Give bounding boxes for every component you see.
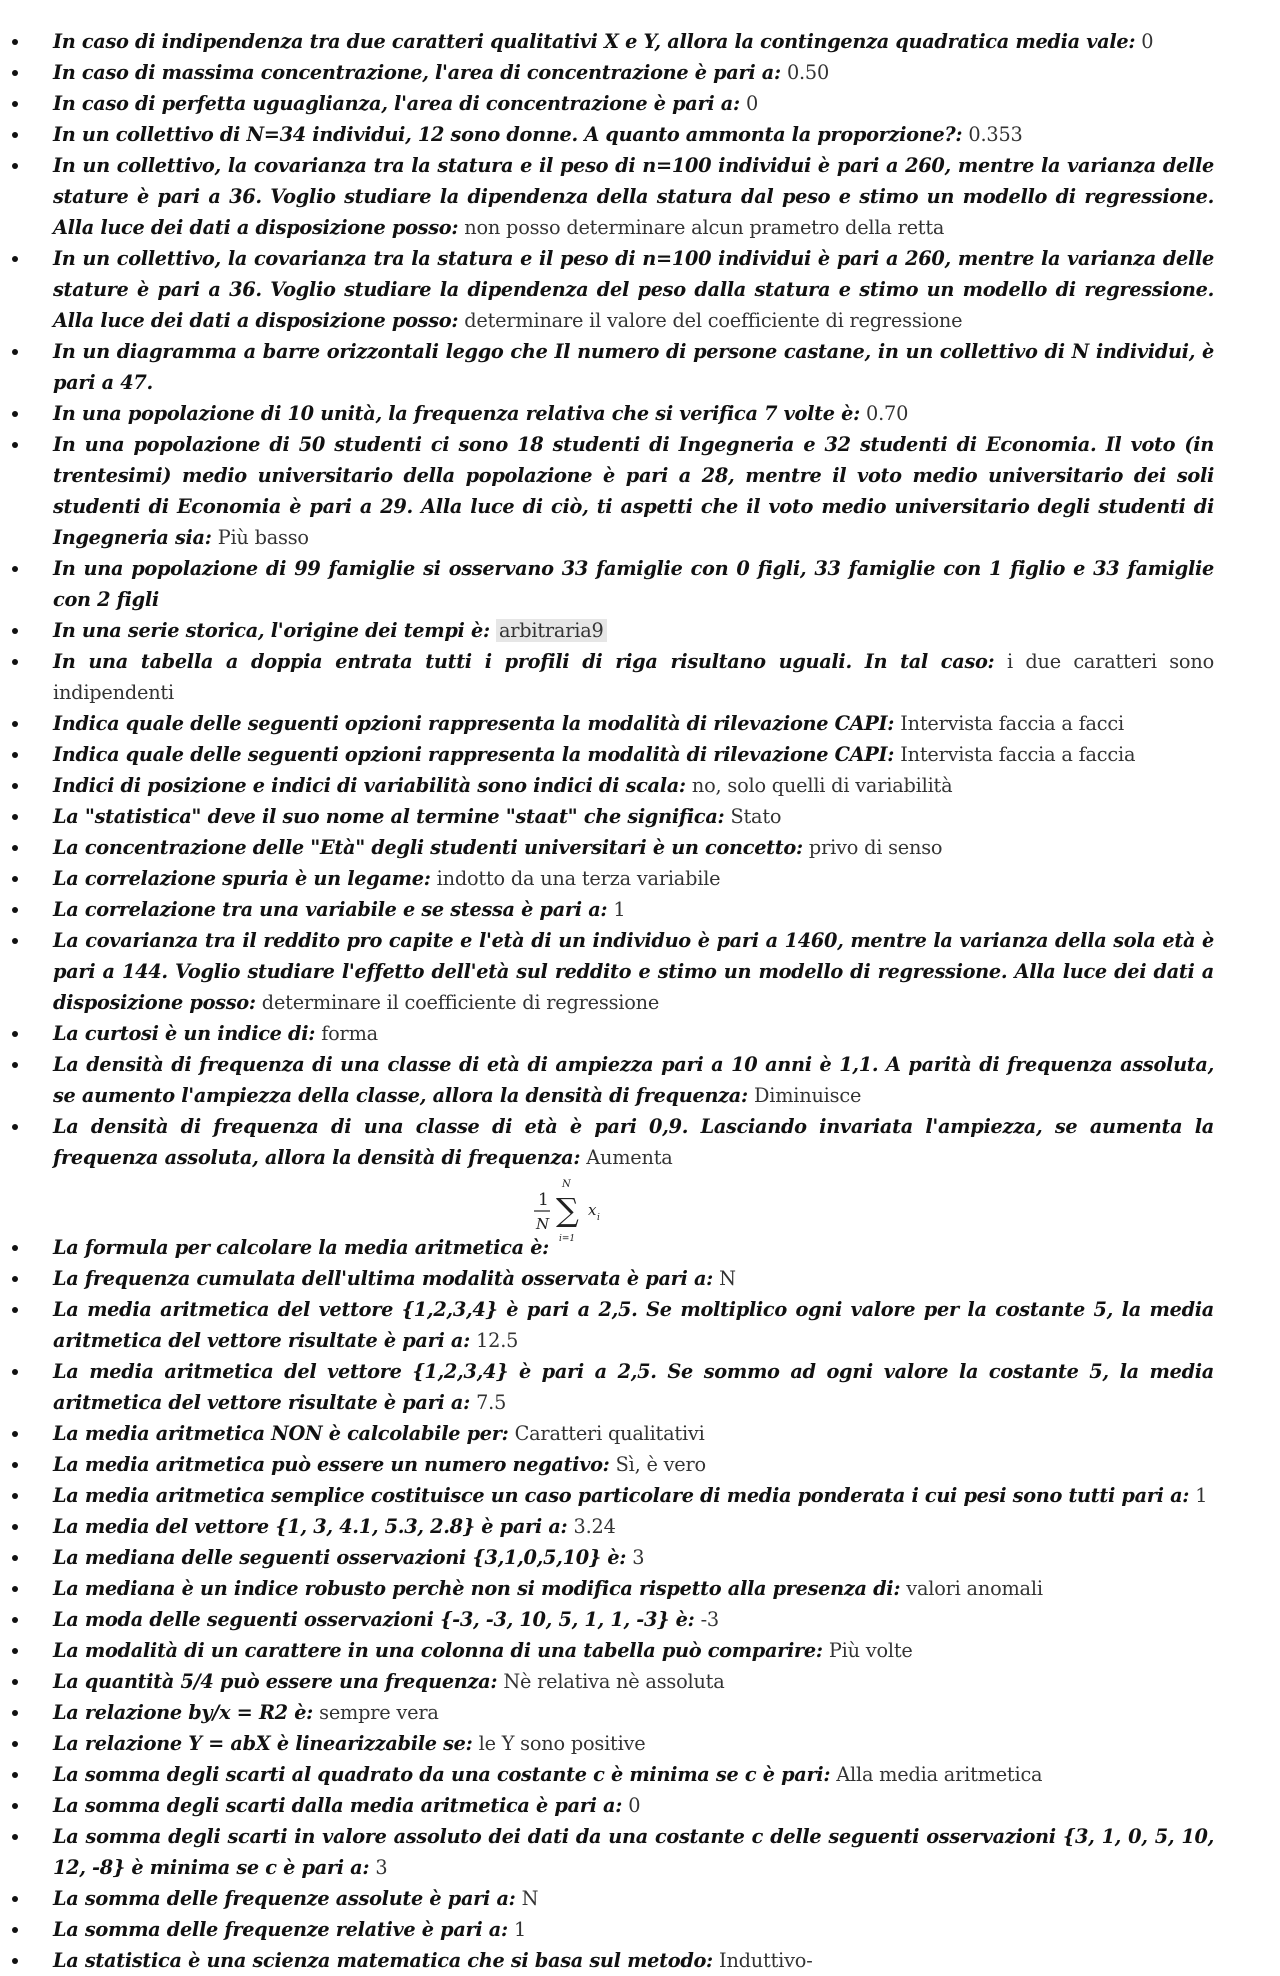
question-text: La correlazione tra una variabile e se stessa è pari a: — [53, 898, 608, 921]
summand-variable: x — [588, 1201, 597, 1219]
list-item — [0, 1821, 1280, 1883]
answer-text: forma — [321, 1022, 378, 1045]
answer-text: 0.50 — [786, 61, 830, 84]
list-item — [0, 925, 1280, 1018]
question-text: La media aritmetica semplice costituisce un caso particolare di media ponderata i cui pesi sono tutti pari a: — [53, 1484, 1190, 1507]
answer-text: 12.5 — [476, 1329, 519, 1352]
list-item — [0, 1759, 1280, 1790]
list-item — [0, 1049, 1280, 1111]
answer-text: 3 — [632, 1546, 645, 1569]
question-text: La moda delle seguenti osservazioni {-3, -3, 10, 5, 1, 1, -3} è: — [53, 1608, 695, 1631]
list-item — [0, 1263, 1280, 1294]
list-item — [0, 398, 1280, 429]
answer-text: Aumenta — [586, 1146, 673, 1169]
mean-formula — [530, 1175, 620, 1245]
answer-text: Induttivo- — [719, 1949, 813, 1972]
question-text: In una serie storica, l'origine dei tempi è: — [53, 619, 490, 642]
question-text: In caso di massima concentrazione, l'area di concentrazione è pari a: — [53, 61, 781, 84]
question-text: La media del vettore {1, 3, 4.1, 5.3, 2.8} è pari a: — [53, 1515, 568, 1538]
answer-text: 0.353 — [968, 123, 1023, 146]
list-item — [0, 1790, 1280, 1821]
answer-text: Alla media aritmetica — [836, 1763, 1043, 1786]
list-item — [0, 1573, 1280, 1604]
answer-text: Caratteri qualitativi — [514, 1422, 705, 1445]
question-text: La somma degli scarti dalla media aritmetica è pari a: — [53, 1794, 623, 1817]
question-text: In una popolazione di 10 unità, la frequenza relativa che si verifica 7 volte è: — [53, 402, 860, 425]
question-text: In una popolazione di 50 studenti ci sono 18 studenti di Ingegneria e 32 studenti di Economia. Il voto (in trentesimi) medio universitario della popolazione è pari a 28, mentre il voto medio universitario dei soli studenti di Economia è pari a 29. Alla luce di ciò, ti aspetti che il voto medio universitario degli studenti di Ingegneria sia: — [53, 433, 1214, 549]
answer-text: 7.5 — [476, 1391, 507, 1414]
question-text: La frequenza cumulata dell'ultima modalità osservata è pari a: — [53, 1267, 713, 1290]
question-text: La concentrazione delle "Età" degli studenti universitari è un concetto: — [53, 836, 803, 859]
question-answer-list — [0, 26, 1280, 1976]
question-text: La correlazione spuria è un legame: — [53, 867, 431, 890]
question-text: In una popolazione di 99 famiglie si osservano 33 famiglie con 0 figli, 33 famiglie con 1 figlio e 33 famiglie con 2 figli — [53, 557, 1214, 611]
answer-text: no, solo quelli di variabilità — [691, 774, 953, 797]
question-text: In caso di perfetta uguaglianza, l'area di concentrazione è pari a: — [53, 92, 740, 115]
question-text: La somma degli scarti al quadrato da una costante c è minima se c è pari: — [53, 1763, 831, 1786]
list-item — [0, 26, 1280, 57]
answer-text: privo di senso — [808, 836, 943, 859]
list-item — [0, 739, 1280, 770]
question-text: La somma degli scarti in valore assoluto dei dati da una costante c delle seguenti osservazioni {3, 1, 0, 5, 10, 12, -8} è minima se c è pari a: — [53, 1825, 1214, 1879]
answer-text: 0 — [628, 1794, 641, 1817]
question-text: La quantità 5/4 può essere una frequenza: — [53, 1670, 498, 1693]
list-item — [0, 1356, 1280, 1418]
list-item — [0, 615, 1280, 646]
question-text: La "statistica" deve il suo nome al termine "staat" che significa: — [53, 805, 725, 828]
answer-text: N — [719, 1267, 736, 1290]
answer-text: Sì, è vero — [615, 1453, 706, 1476]
question-text: In un collettivo, la covarianza tra la statura e il peso di n=100 individui è pari a 260, mentre la varianza delle stature è pari a 36. Voglio studiare la dipendenza del peso dalla statura e stimo un modello di regressione. Alla luce dei dati a disposizione posso: — [53, 247, 1214, 332]
list-item — [0, 553, 1280, 615]
formula-numerator: 1 — [538, 1190, 549, 1210]
question-text: In un collettivo, la covarianza tra la statura e il peso di n=100 individui è pari a 260, mentre la varianza delle stature è pari a 36. Voglio studiare la dipendenza della statura dal peso e stimo un modello di regressione. Alla luce dei dati a disposizione posso: — [53, 154, 1214, 239]
question-text: In caso di indipendenza tra due caratteri qualitativi X e Y, allora la contingenza quadratica media vale: — [53, 30, 1136, 53]
list-item — [0, 1914, 1280, 1945]
answer-text: Più basso — [217, 526, 309, 549]
answer-text: le Y sono positive — [478, 1732, 646, 1755]
list-item — [0, 88, 1280, 119]
question-text: La media aritmetica può essere un numero negativo: — [53, 1453, 610, 1476]
answer-text: Stato — [730, 805, 782, 828]
answer-text: valori anomali — [906, 1577, 1043, 1600]
answer-text: indotto da una terza variabile — [436, 867, 721, 890]
sum-upper-limit: N — [562, 1179, 571, 1190]
question-text: La somma delle frequenze assolute è pari a: — [53, 1887, 516, 1910]
list-item — [0, 243, 1280, 336]
question-text: La relazione by/x = R2 è: — [53, 1701, 313, 1724]
answer-text: 0 — [1141, 30, 1154, 53]
question-text: La mediana delle seguenti osservazioni {3,1,0,5,10} è: — [53, 1546, 627, 1569]
list-item — [0, 1728, 1280, 1759]
question-text: La densità di frequenza di una classe di età è pari 0,9. Lasciando invariata l'ampiezza, se aumenta la frequenza assoluta, allora la densità di frequenza: — [53, 1115, 1214, 1169]
sigma-icon: ∑ — [556, 1191, 579, 1229]
list-item — [0, 801, 1280, 832]
list-item — [0, 57, 1280, 88]
list-item — [0, 894, 1280, 925]
list-item — [0, 1666, 1280, 1697]
list-item — [0, 863, 1280, 894]
list-item — [0, 1418, 1280, 1449]
answer-text: Nè relativa nè assoluta — [503, 1670, 725, 1693]
question-text: La relazione Y = abX è linearizzabile se: — [53, 1732, 473, 1755]
question-text: Indica quale delle seguenti opzioni rappresenta la modalità di rilevazione CAPI: — [53, 743, 895, 766]
list-item — [0, 1883, 1280, 1914]
list-item — [0, 646, 1280, 708]
list-item — [0, 429, 1280, 553]
answer-text: non posso determinare alcun prametro della retta — [464, 216, 945, 239]
question-text: La media aritmetica NON è calcolabile per: — [53, 1422, 509, 1445]
answer-text: determinare il coefficiente di regressione — [261, 991, 660, 1014]
list-item — [0, 119, 1280, 150]
answer-text: determinare il valore del coefficiente di regressione — [464, 309, 963, 332]
summand-index: i — [597, 1213, 600, 1223]
answer-text: 0 — [745, 92, 759, 115]
list-item — [0, 1945, 1280, 1976]
answer-text: -3 — [700, 1608, 719, 1631]
answer-text: sempre vera — [319, 1701, 439, 1724]
question-text: La formula per calcolare la media aritmetica è: — [53, 1236, 549, 1259]
question-text: La covarianza tra il reddito pro capite e l'età di un individuo è pari a 1460, mentre la varianza della sola età è pari a 144. Voglio studiare l'effetto dell'età sul reddito e stimo un modello di regressione. Alla luce dei dati a disposizione posso: — [53, 929, 1214, 1014]
question-text: La statistica è una scienza matematica che si basa sul metodo: — [53, 1949, 713, 1972]
list-item — [0, 1480, 1280, 1511]
list-item — [0, 1449, 1280, 1480]
formula-denominator: N — [536, 1215, 550, 1233]
list-item — [0, 336, 1280, 398]
list-item — [0, 150, 1280, 243]
answer-text: 3.24 — [573, 1515, 616, 1538]
list-item — [0, 832, 1280, 863]
question-text: La modalità di un carattere in una colonna di una tabella può comparire: — [53, 1639, 823, 1662]
list-item — [0, 1604, 1280, 1635]
question-text: La media aritmetica del vettore {1,2,3,4} è pari a 2,5. Se moltiplico ogni valore per la costante 5, la media aritmetica del vettore risultate è pari a: — [53, 1298, 1214, 1352]
list-item — [0, 1294, 1280, 1356]
answer-text: Intervista faccia a facci — [900, 712, 1124, 735]
list-item — [0, 1542, 1280, 1573]
answer-text: i due caratteri sono indipendenti — [53, 650, 1214, 704]
list-item — [0, 1173, 1280, 1263]
list-item — [0, 1697, 1280, 1728]
question-text: La somma delle frequenze relative è pari a: — [53, 1918, 508, 1941]
answer-text: Diminuisce — [753, 1084, 862, 1107]
list-item — [0, 1018, 1280, 1049]
question-text: In una tabella a doppia entrata tutti i profili di riga risultano uguali. In tal caso: — [53, 650, 995, 673]
question-text: In un collettivo di N=34 individui, 12 sono donne. A quanto ammonta la proporzione?: — [53, 123, 963, 146]
sum-lower-limit: i=1 — [559, 1234, 576, 1244]
answer-text: N — [521, 1887, 539, 1910]
answer-text: 1 — [613, 898, 626, 921]
answer-text: 1 — [1195, 1484, 1208, 1507]
list-item — [0, 1511, 1280, 1542]
list-item — [0, 770, 1280, 801]
question-text: La curtosi è un indice di: — [53, 1022, 316, 1045]
question-text: La densità di frequenza di una classe di età di ampiezza pari a 10 anni è 1,1. A parità di frequenza assoluta, se aumento l'ampiezza della classe, allora la densità di frequenza: — [53, 1053, 1214, 1107]
question-text: In un diagramma a barre orizzontali leggo che Il numero di persone castane, in un collettivo di N individui, è pari a 47. — [53, 340, 1214, 394]
list-item — [0, 708, 1280, 739]
answer-text: arbitraria9 — [496, 619, 607, 642]
question-text: Indici di posizione e indici di variabilità sono indici di scala: — [53, 774, 686, 797]
answer-text: 0.70 — [866, 402, 909, 425]
answer-text: 3 — [375, 1856, 388, 1879]
question-text: La mediana è un indice robusto perchè non si modifica rispetto alla presenza di: — [53, 1577, 901, 1600]
list-item — [0, 1111, 1280, 1173]
question-text: La media aritmetica del vettore {1,2,3,4} è pari a 2,5. Se sommo ad ogni valore la costante 5, la media aritmetica del vettore risultate è pari a: — [53, 1360, 1214, 1414]
answer-text: Più volte — [828, 1639, 913, 1662]
answer-text: 1 — [513, 1918, 527, 1941]
list-item — [0, 1635, 1280, 1666]
answer-text: Intervista faccia a faccia — [900, 743, 1136, 766]
question-text: Indica quale delle seguenti opzioni rappresenta la modalità di rilevazione CAPI: — [53, 712, 895, 735]
